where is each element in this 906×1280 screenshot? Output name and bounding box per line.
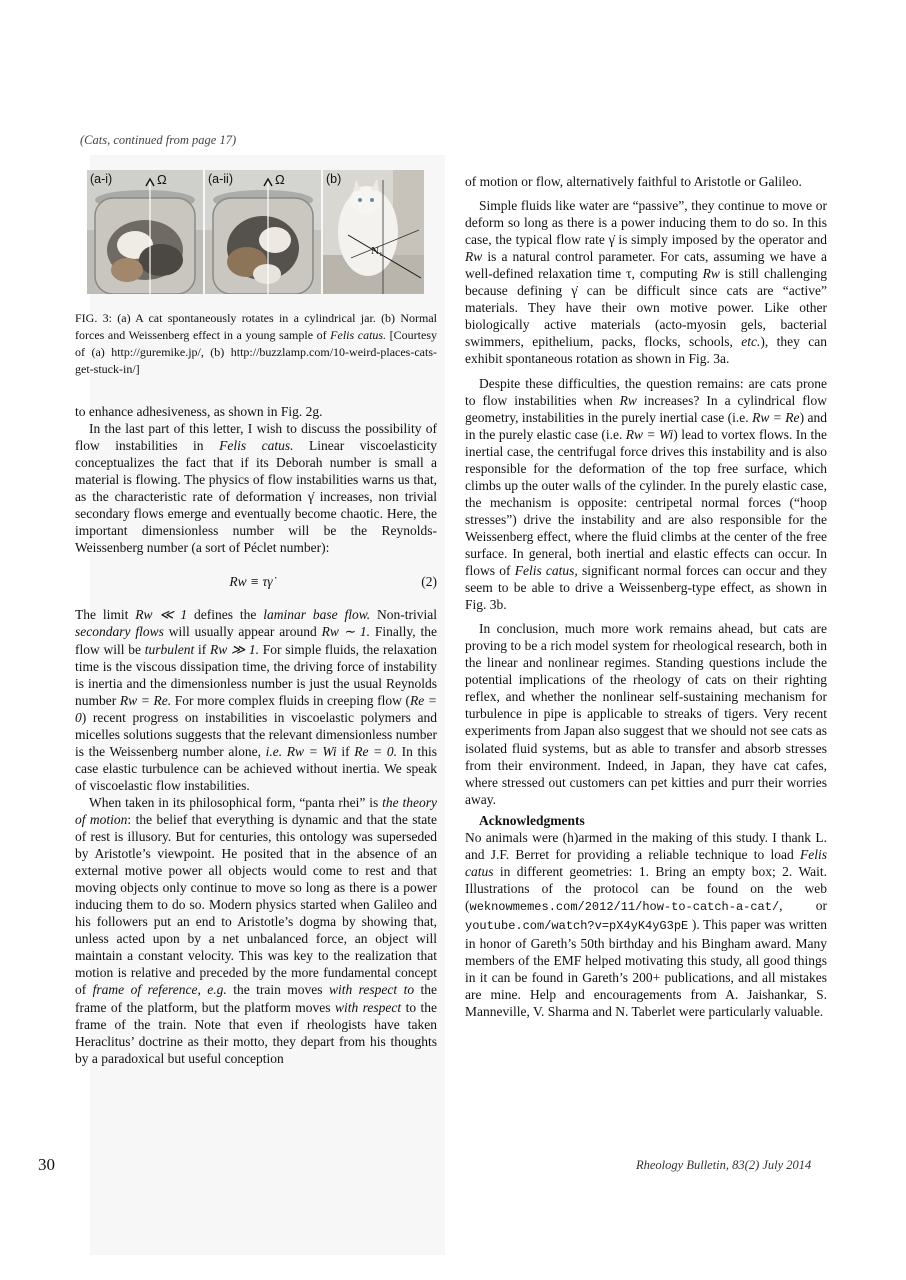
figure-caption (75, 310, 437, 378)
figure-panel-a-ii (205, 170, 321, 294)
left-p3-math-4: Rw = Re. (119, 692, 172, 708)
n1-label: N₁ (371, 245, 383, 257)
right-p2-c: is still challenging because defining γ̇ can be difficult since cats are “active” materials. They have their own motive power. Like other biologically active materials (acto-myosin gels, bacterial swimmers, epithelium, packs, flocks, schools, (465, 266, 827, 350)
right-p2-b: is a natural control parameter. For cats, assuming we have a well-defined relaxation time τ, computing (465, 249, 827, 282)
equation-body: Rw ≡ τγ̇ (229, 573, 273, 589)
right-column (465, 173, 827, 1027)
left-p3-k: In this case elastic turbulence can be achieved without inertia. We speak of viscoelastic flow instabilities. (75, 743, 437, 793)
left-p2-text-a: In the last part of this letter, I wish to discuss the possibility of flow instabilities in (75, 421, 437, 454)
left-p3-b: defines the (187, 607, 264, 623)
left-p3-math-5: Re = 0 (75, 692, 437, 725)
right-p3-math-2: Rw = Re (752, 409, 800, 425)
panel-label-a-ii: (a-ii) (208, 172, 233, 186)
right-p2-math-1: Rw (465, 249, 483, 265)
left-p3-i: ) recent progress on instabilities in viscoelastic polymers and micelles solutions suggests that the relevant dimensionless number is the Weissenberg number alone, (75, 709, 437, 759)
ack-text-a: No animals were (h)armed in the making of this study. I thank L. and J.F. Berret for providing a reliable technique to load (465, 829, 827, 862)
right-p3-species: Felis catus, (514, 563, 578, 579)
left-paragraph-1: to enhance adhesiveness, as shown in Fig. 2g. (75, 404, 323, 419)
right-paragraph-1: of motion or flow, alternatively faithful to Aristotle or Galileo. (465, 174, 802, 189)
left-column (75, 403, 437, 1067)
left-p3-g: For simple fluids, the relaxation time is the viscous dissipation time, the driving force of instability is inertia and the dimensionless number is just the usual Reynolds number (75, 641, 438, 708)
right-p3-math-3: Rw = Wi (625, 426, 674, 442)
left-p3-math-3: Rw ≫ 1. (209, 641, 259, 657)
left-p4-wrt-2: with respect (334, 999, 402, 1015)
right-p3-e: significant normal forces can occur and they seem to be able to drive a Weissenberg-type effect, as shown in Fig. 3b. (465, 563, 828, 613)
right-p3-math-1: Rw (619, 392, 637, 408)
continued-note: (Cats, continued from page 17) (80, 133, 237, 147)
left-p3-d: will usually appear around (163, 624, 322, 640)
page-number: 30 (38, 1155, 55, 1174)
figure-3 (87, 170, 424, 294)
left-p4-e: the frame of the platform, but the platform moves (75, 982, 437, 1015)
right-p2-a: Simple fluids like water are “passive”, they continue to move or deform so long as there is a power inducing them to do so. In this case, the typical flow rate γ̇ is simply imposed by the operator and (465, 198, 827, 248)
journal-footer: Rheology Bulletin, 83(2) July 2014 (636, 1158, 812, 1172)
right-p2-math-2: Rw (702, 266, 720, 282)
left-p3-j: if (336, 743, 355, 759)
left-p3-math-2: Rw ∼ 1. (321, 624, 371, 640)
left-p4-f: to the frame of the train. Note that even if rheologists have taken Heraclitus’ doctrine as their motto, they depart from his thoughts by a paradoxical but useful conception (75, 999, 437, 1066)
left-p3-f: if (194, 641, 210, 657)
left-p3-secondary: secondary flows (75, 624, 164, 640)
left-p3-c: Non-trivial (370, 607, 437, 623)
left-p3-h: For more complex fluids in creeping flow ( (171, 692, 410, 708)
ack-text-d: ). This paper was written in honor of Gareth’s 50th birthday and his Bingham award. Many members of the EMF helped motivating this study, all good things in it can be found in Gareth’s 200+ publications, and all mistakes are mine. Help and encouragements from A. Jaishankar, S. Manneville, V. Sharma and N. Taberlet were particularly valuable. (465, 916, 827, 1020)
left-p3-a: The limit (75, 607, 136, 623)
acknowledgments-heading: Acknowledgments (479, 812, 585, 828)
ack-text-c: , or (779, 897, 827, 913)
equation-number: (2) (421, 573, 437, 589)
omega-label-a-i: Ω (157, 172, 167, 187)
right-p2-d: ), they can exhibit spontaneous rotation as shown in Fig. 3a. (465, 334, 827, 367)
ack-url-2[interactable]: youtube.com/watch?v=pX4yK4yG3pE (465, 918, 689, 933)
left-paragraph-3 (75, 606, 437, 794)
left-p3-e: Finally, the flow will be (75, 624, 437, 657)
panel-label-b: (b) (326, 172, 342, 186)
right-p3-b: increases? In a cylindrical flow geometry, instabilities in the purely inertial case (i.e. (465, 392, 828, 425)
left-p3-math-6: Rw = Wi (282, 743, 337, 759)
acknowledgments-paragraph (465, 829, 827, 1021)
caption-courtesy: [Courtesy of (a) http://guremike.jp/, (b) http://buzzlamp.com/10-weird-places-cats-get-stuck-in/] (75, 328, 437, 376)
right-paragraph-3 (465, 375, 827, 614)
left-p3-ie: i.e. (265, 743, 283, 759)
right-p3-a: Despite these difficulties, the question remains: are cats prone to flow instabilities when (465, 375, 827, 408)
omega-label-a-ii: Ω (275, 172, 285, 187)
figure-panel-b (323, 170, 424, 294)
ack-url-1[interactable]: weknowmemes.com/2012/11/how-to-catch-a-cat/ (469, 899, 780, 914)
right-p2-etc: etc. (741, 334, 761, 350)
figure-panel-a-i (87, 170, 203, 294)
equation-2 (75, 572, 437, 590)
left-p4-theory: the theory of motion (75, 794, 437, 827)
left-p4-b: : the belief that everything is dynamic and that the state of rest is illusory. But for centuries, this ontology was superseded by Aristotle’s viewpoint. He posited that in the absence of an external motive power all objects would come to rest and that moving objects only continue to move so long as there is a power inducing them to do so. Modern physics started when Galileo and his followers put an end to Aristotle’s dogma by showing that, unless acted upon by a net unbalanced force, an object will maintain a constant velocity. This was key to the realization that motion is relative and preceded by the more fundamental concept of (75, 811, 437, 998)
right-p3-c: ) and in the purely elastic case (i.e. (465, 409, 827, 442)
right-paragraph-4: In conclusion, much more work remains ahead, but cats are proving to be a rich model system for rheological research, both in the linear and nonlinear regimes. Standing questions include the potential implications of the rheology of cats on their righting reflex, and whether the nonlinear self-sustaining mechanism for turbulence in pipe is applicable to streaks of tigers. Very recent experiments from Japan also suggest that we should not see cats as isolated fluid systems, but as able to transfer and absorb stresses from their environment. Indeed, in Japan, they have cat cafes, where stressed out customers can pet kitties and purr their worries away. (465, 621, 827, 807)
left-p3-math-1: Rw ≪ 1 (135, 607, 188, 623)
cat-jar-photo-a-ii (205, 170, 321, 294)
ack-text-b: in different geometries: 1. Bring an empty box; 2. Wait. Illustrations of the protocol can be found on the web ( (465, 863, 827, 913)
left-paragraph-4 (75, 794, 437, 1067)
left-p4-eg: e.g. (207, 982, 227, 998)
left-p3-math-7: Re = 0. (354, 743, 397, 759)
left-p4-c: , (197, 982, 208, 998)
left-p3-laminar: laminar base flow. (263, 607, 371, 623)
cat-weissenberg-photo-b (323, 170, 424, 294)
left-p4-wrt-1: with respect to (328, 982, 415, 998)
right-p3-d: ) lead to vortex flows. In the inertial case, the centrifugal force drives this instability and is also responsible for the deformation of the top free surface, which climbs up the outer walls of the cylinder. In the purely elastic case, the mechanism is opposite: centripetal normal forces (“hoop stresses”) drive the instability and are also responsible for the Weissenberg effect, where the fluid climbs at the center of the free surface. In general, both inertial and elastic effects can occur. In flows of (465, 426, 827, 579)
left-p4-d: the train moves (226, 982, 329, 998)
right-paragraph-2 (465, 197, 827, 367)
left-p2-species: Felis catus. (219, 438, 294, 454)
ack-species: Felis catus (465, 846, 827, 879)
left-p4-a: When taken in its philosophical form, “panta rhei” is (89, 794, 383, 810)
cat-jar-photo-a-i (87, 170, 203, 294)
left-p3-turbulent: turbulent (144, 641, 195, 657)
left-p2-text-b: Linear viscoelasticity conceptualizes the fact that if its Deborah number is small a material is flowing. The physics of flow instabilities warns us that, as the characteristic rate of deformation γ̇ increases, non trivial secondary flows emerge and eventually become chaotic. Here, the important dimensionless number will be the Reynolds-Weissenberg number (a sort of Péclet number): (75, 438, 437, 556)
left-p4-frame: frame of reference (92, 982, 198, 998)
left-paragraph-2 (75, 420, 437, 556)
caption-species: Felis catus. (330, 328, 387, 342)
caption-prefix: FIG. 3: (a) A cat spontaneously rotates in a cylindrical jar. (b) Normal forces and Weissenberg effect in a young sample of (75, 311, 437, 342)
panel-label-a-i: (a-i) (90, 172, 113, 186)
